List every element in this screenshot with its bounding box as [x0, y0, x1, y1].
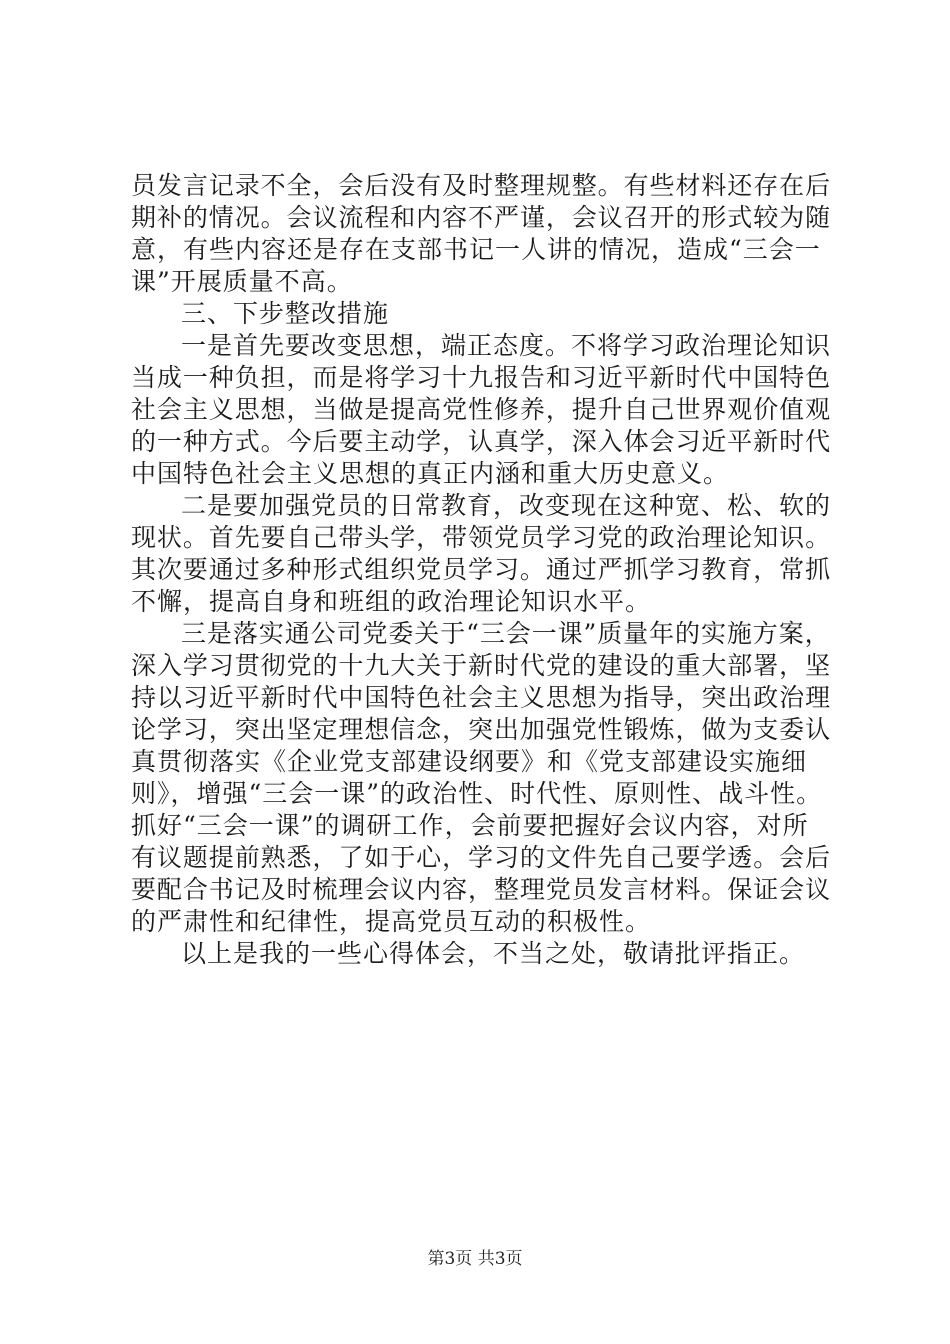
text-line: 的严肃性和纪律性，提高党员互动的积极性。: [131, 907, 652, 936]
text-line: 持以习近平新时代中国特色社会主义思想为指导，突出政治理: [131, 683, 832, 712]
text-line: 抓好“三会一课”的调研工作，会前要把握好会议内容，对所: [131, 811, 809, 840]
text-line: 要配合书记及时梳理会议内容，整理党员发言材料。保证会议: [131, 875, 832, 904]
text-line: 一是首先要改变思想，端正态度。不将学习政治理论知识: [181, 331, 832, 360]
document-body: [131, 170, 831, 970]
text-line: 深入学习贯彻党的十九大关于新时代党的建设的重大部署，坚: [131, 651, 832, 680]
text-line: 现状。首先要自己带头学，带领党员学习党的政治理论知识。: [131, 523, 832, 552]
page-footer: 第3页 共3页: [427, 1249, 523, 1269]
text-line: 意，有些内容还是存在支部书记一人讲的情况，造成“三会一: [131, 235, 821, 264]
text-line: 论学习，突出坚定理想信念，突出加强党性锻炼，做为支委认: [131, 715, 832, 744]
text-line: 真贯彻落实《企业党支部建设纲要》和《党支部建设实施细: [131, 747, 808, 776]
text-line: 课”开展质量不高。: [131, 267, 353, 296]
text-line: 二是要加强党员的日常教育，改变现在这种宽、松、软的: [181, 491, 832, 520]
text-line: 有议题提前熟悉，了如于心，学习的文件先自己要学透。会后: [131, 843, 832, 872]
text-line: 三、下步整改措施: [181, 299, 390, 328]
text-line: 当成一种负担，而是将学习十九报告和习近平新时代中国特色: [131, 363, 832, 392]
text-line: 则》，增强“三会一课”的政治性、时代性、原则性、战斗性。: [131, 779, 823, 808]
text-line: 员发言记录不全，会后没有及时整理规整。有些材料还存在后: [131, 171, 832, 200]
text-line: 期补的情况。会议流程和内容不严谨，会议召开的形式较为随: [131, 203, 832, 232]
text-line: 以上是我的一些心得体会，不当之处，敬请批评指正。: [181, 939, 806, 968]
text-line: 其次要通过多种形式组织党员学习。通过严抓学习教育，常抓: [131, 555, 832, 584]
text-line: 的一种方式。今后要主动学，认真学，深入体会习近平新时代: [131, 427, 832, 456]
text-line: 社会主义思想，当做是提高党性修养，提升自己世界观价值观: [131, 395, 832, 424]
text-line: 三是落实通公司党委关于“三会一课”质量年的实施方案，: [181, 619, 831, 648]
text-line: 中国特色社会主义思想的真正内涵和重大历史意义。: [131, 459, 730, 488]
text-line: 不懈，提高自身和班组的政治理论知识水平。: [131, 587, 652, 616]
